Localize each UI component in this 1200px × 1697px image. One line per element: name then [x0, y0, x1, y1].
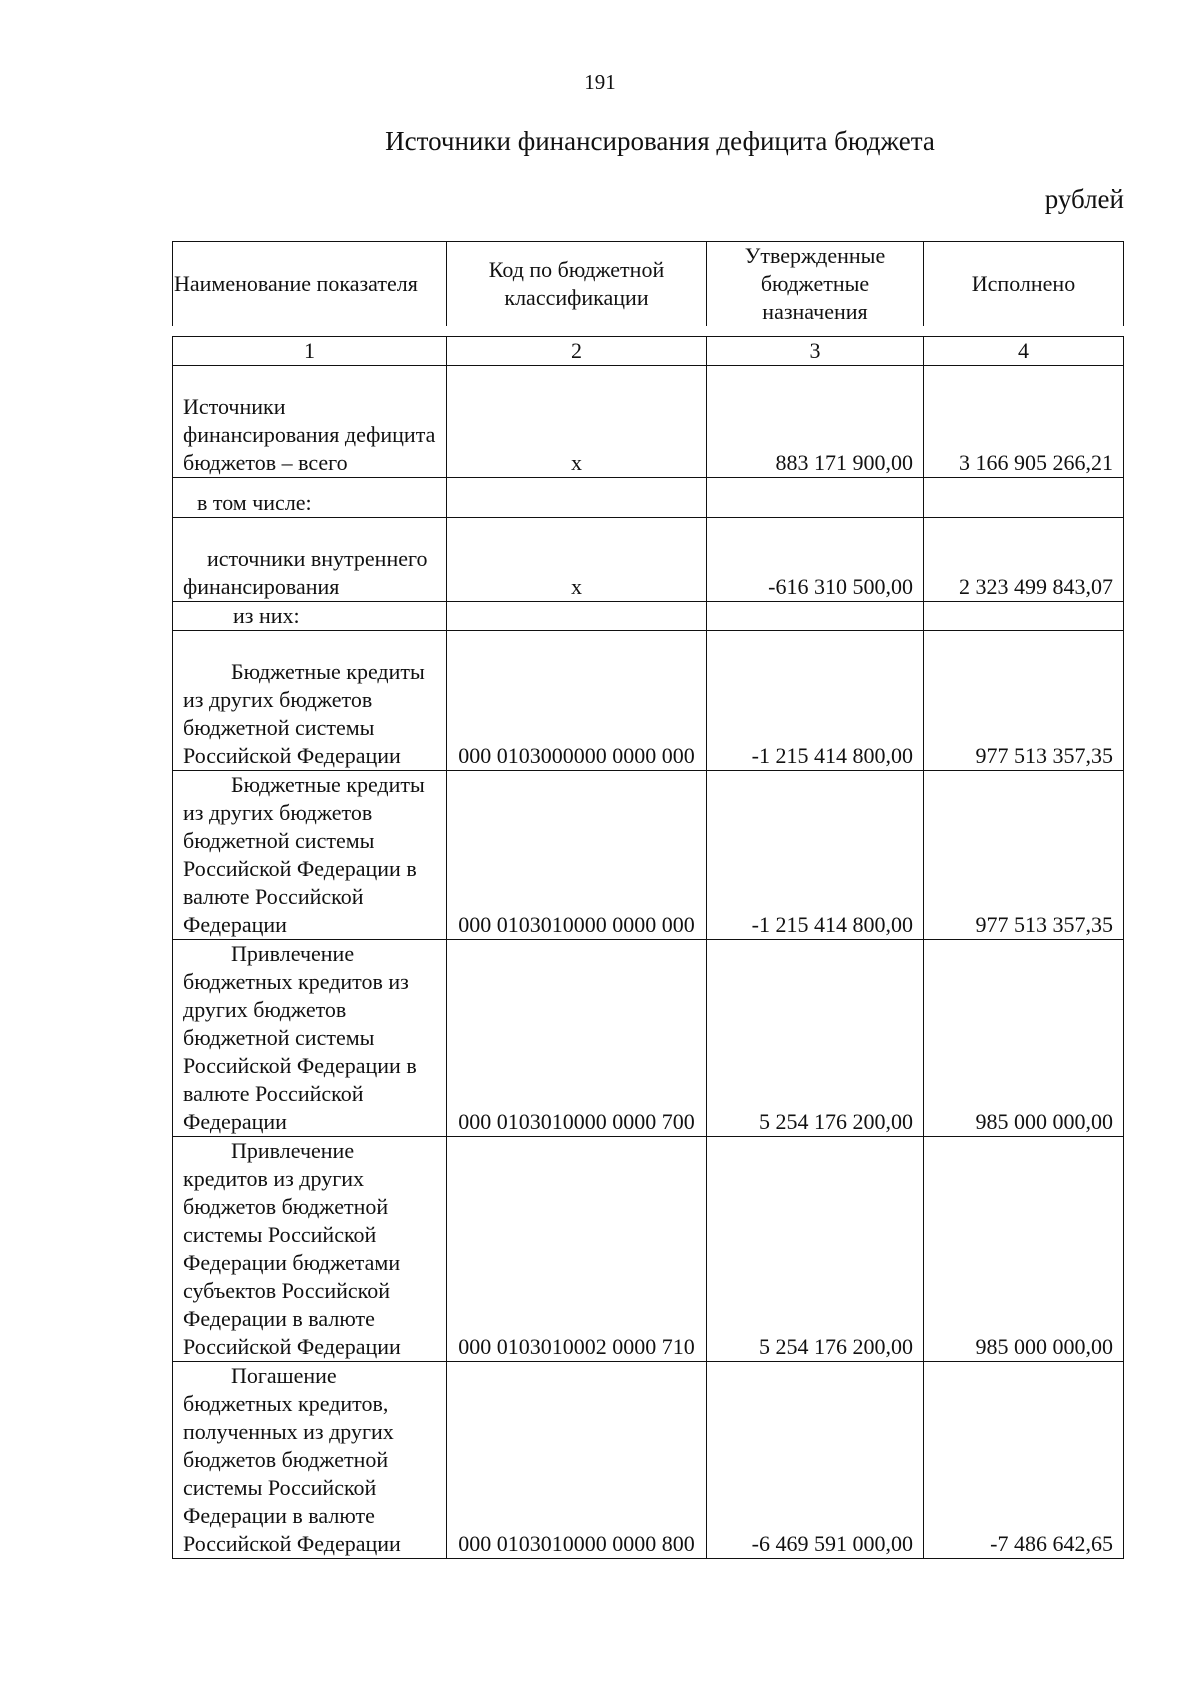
row-executed: 3 166 905 266,21 — [924, 366, 1124, 478]
header-indicator-name: Наименование показателя — [173, 242, 447, 327]
document-title: Источники финансирования дефицита бюджета — [385, 126, 935, 156]
row-name: в том числе: — [173, 478, 447, 518]
row-approved — [707, 478, 924, 518]
row-name: Бюджетные кредиты из других бюджетов бюджетной системы Российской Федерации — [173, 631, 447, 771]
row-code: 000 0103010000 0000 800 — [447, 1362, 707, 1559]
table-row — [173, 631, 1124, 771]
table-row — [173, 602, 1124, 631]
column-number: 2 — [447, 337, 707, 366]
row-name: Привлечение кредитов из других бюджетов бюджетной системы Российской Федерации бюджетами субъектов Российской Федерации в валюте Российской Федерации — [173, 1137, 447, 1362]
table-row — [173, 366, 1124, 478]
header-executed: Исполнено — [924, 242, 1124, 327]
row-approved: -1 215 414 800,00 — [707, 771, 924, 940]
table-row — [173, 940, 1124, 1137]
row-executed: 985 000 000,00 — [924, 1137, 1124, 1362]
column-number: 3 — [707, 337, 924, 366]
row-name: из них: — [173, 602, 447, 631]
row-code: 000 0103000000 0000 000 — [447, 631, 707, 771]
row-code: 000 0103010000 0000 000 — [447, 771, 707, 940]
row-approved: 883 171 900,00 — [707, 366, 924, 478]
header-approved: Утвержденные бюджетные назначения — [707, 242, 924, 327]
column-number: 1 — [173, 337, 447, 366]
row-code — [447, 478, 707, 518]
row-executed: 2 323 499 843,07 — [924, 518, 1124, 602]
table-row — [173, 1362, 1124, 1559]
column-number-row — [173, 337, 1124, 366]
row-code: 000 0103010000 0000 700 — [447, 940, 707, 1137]
row-name: Погашение бюджетных кредитов, полученных из других бюджетов бюджетной системы Российской Федерации в валюте Российской Федерации — [173, 1362, 447, 1559]
header-budget-code: Код по бюджетной классификации — [447, 242, 707, 327]
row-approved: 5 254 176 200,00 — [707, 940, 924, 1137]
row-executed: 977 513 357,35 — [924, 631, 1124, 771]
row-executed: 977 513 357,35 — [924, 771, 1124, 940]
row-approved: 5 254 176 200,00 — [707, 1137, 924, 1362]
column-number: 4 — [924, 337, 1124, 366]
page-number: 191 — [584, 70, 616, 94]
row-code — [447, 602, 707, 631]
row-code: x — [447, 366, 707, 478]
row-approved: -6 469 591 000,00 — [707, 1362, 924, 1559]
row-executed: 985 000 000,00 — [924, 940, 1124, 1137]
table-header — [172, 241, 1124, 326]
row-name: Привлечение бюджетных кредитов из других бюджетов бюджетной системы Российской Федерации в валюте Российской Федерации — [173, 940, 447, 1137]
row-code: 000 0103010002 0000 710 — [447, 1137, 707, 1362]
row-name: источники внутреннего финансирования — [173, 518, 447, 602]
units-label: рублей — [1044, 184, 1124, 214]
table-row — [173, 1137, 1124, 1362]
row-name: Источники финансирования дефицита бюджетов – всего — [173, 366, 447, 478]
row-code: x — [447, 518, 707, 602]
table-row — [173, 478, 1124, 518]
row-executed — [924, 478, 1124, 518]
table-row — [173, 518, 1124, 602]
row-executed — [924, 602, 1124, 631]
row-executed: -7 486 642,65 — [924, 1362, 1124, 1559]
row-approved: -616 310 500,00 — [707, 518, 924, 602]
table-row — [173, 771, 1124, 940]
row-name: Бюджетные кредиты из других бюджетов бюджетной системы Российской Федерации в валюте Российской Федерации — [173, 771, 447, 940]
row-approved: -1 215 414 800,00 — [707, 631, 924, 771]
row-approved — [707, 602, 924, 631]
financing-sources-table — [172, 336, 1124, 1559]
